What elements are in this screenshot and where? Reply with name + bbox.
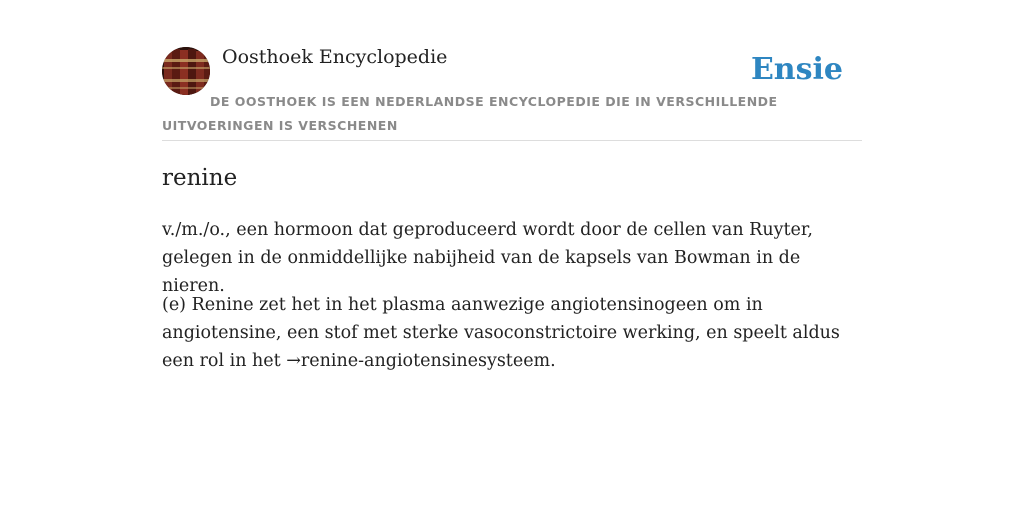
book-spines-icon [162, 47, 210, 95]
header [162, 0, 862, 141]
explanation-end: . [550, 351, 556, 371]
brand-logo-link[interactable]: Ensie [750, 52, 843, 87]
explanation-text: (e) Renine zet het in het plasma aanwezige angiotensinogeen om in angiotensine, een stof met sterke vasoconstrictoire werking, en speelt aldus een rol in het [162, 295, 840, 371]
entry-definition: v./m./o., een hormoon dat geproduceerd wordt door de cellen van Ruyter, gelegen in de onmiddellijke nabijheid van de kapsels van Bowman in de nieren. [162, 220, 813, 296]
entry-title: renine [162, 165, 238, 191]
cross-reference-link[interactable]: →renine-angiotensinesysteem [286, 351, 551, 371]
page [162, 0, 862, 371]
avatar[interactable] [162, 47, 210, 95]
site-tagline: DE OOSTHOEK IS EEN NEDERLANDSE ENCYCLOPEDIE DIE IN VERSCHILLENDE UITVOERINGEN IS VERSCHENEN [162, 94, 778, 133]
entry-explanation [162, 291, 862, 375]
site-name-link[interactable]: Oosthoek Encyclopedie [222, 46, 448, 68]
